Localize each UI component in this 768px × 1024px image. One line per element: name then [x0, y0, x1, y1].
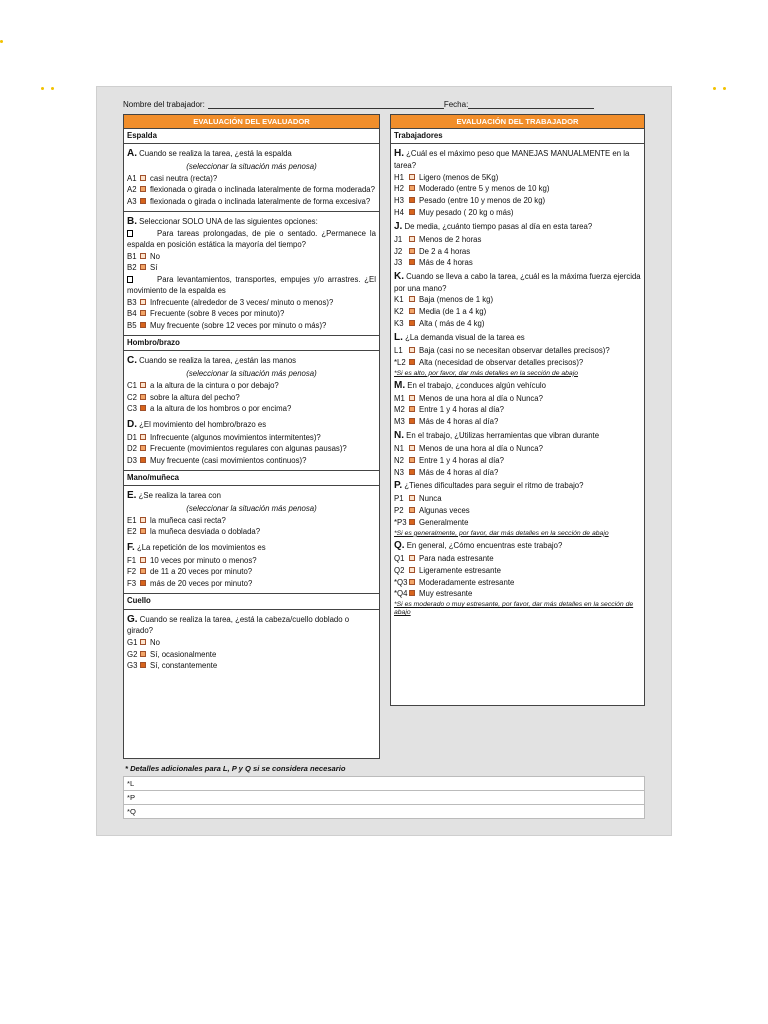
question-text: Cuando se realiza la tarea, ¿están las manos: [139, 356, 297, 366]
question-letter: K.: [394, 271, 404, 283]
checkbox[interactable]: [409, 519, 415, 525]
question-letter: H.: [394, 148, 404, 160]
checkbox[interactable]: [409, 457, 415, 463]
option-e2[interactable]: E2 la muñeca desviada o doblada?: [127, 527, 261, 537]
question-letter: N.: [394, 430, 404, 442]
note-p: *Si es generalmente, por favor, dar más detalles en la sección de abajo: [394, 529, 609, 537]
question-text: En general, ¿Cómo encuentras este trabajo?: [406, 541, 563, 551]
option-h4[interactable]: H4 Muy pesado ( 20 kg o más): [394, 208, 514, 218]
option-m1[interactable]: M1 Menos de una hora al día o Nunca?: [394, 393, 543, 403]
checkbox[interactable]: [409, 248, 415, 254]
section-cuello: Cuello: [124, 594, 379, 609]
option-j3[interactable]: J3 Más de 4 horas: [394, 258, 473, 268]
option-b4[interactable]: B4 Frecuente (sobre 8 veces por minuto)?: [127, 309, 285, 319]
option-m2[interactable]: M2 Entre 1 y 4 horas al día?: [394, 405, 504, 415]
question-letter: G.: [127, 613, 138, 625]
section-mano-muneca: Mano/muñeca: [124, 471, 379, 486]
checkbox[interactable]: [140, 405, 146, 411]
checkbox[interactable]: [409, 359, 415, 365]
checkbox[interactable]: [409, 406, 415, 412]
option-p1[interactable]: P1 Nunca: [394, 494, 442, 504]
question-b: [124, 212, 379, 336]
form-header: [123, 100, 643, 109]
checkbox[interactable]: [409, 197, 415, 203]
option-l2[interactable]: *L2 Alta (necesidad de observar detalles precisos)?: [394, 357, 584, 367]
option-j1[interactable]: J1 Menos de 2 horas: [394, 234, 482, 244]
question-letter: D.: [127, 418, 137, 430]
checkbox[interactable]: [140, 394, 146, 400]
question-text: ¿Se realiza la tarea con: [138, 491, 221, 501]
question-letter: C.: [127, 355, 137, 367]
details-row-p[interactable]: *P: [123, 791, 645, 805]
checkbox[interactable]: [140, 528, 146, 534]
worker-questions: [391, 144, 644, 620]
question-text: Cuando se realiza la tarea, ¿está la cabeza/cuello doblado o girado?: [127, 614, 350, 635]
question-letter: J.: [394, 220, 403, 232]
checkbox[interactable]: [409, 296, 415, 302]
checkbox[interactable]: [140, 186, 146, 192]
decorative-dot: [723, 87, 726, 90]
checkbox[interactable]: [140, 434, 146, 440]
question-letter: M.: [394, 379, 406, 391]
option-n3[interactable]: N3 Más de 4 horas al día?: [394, 467, 499, 477]
option-g1[interactable]: G1 No: [127, 637, 160, 647]
option-b3[interactable]: B3 Infrecuente (alrededor de 3 veces/ minuto o menos)?: [127, 297, 334, 307]
question-text: ¿El movimiento del hombro/brazo es: [139, 419, 267, 429]
checkbox[interactable]: [140, 639, 146, 645]
option-k1[interactable]: K1 Baja (menos de 1 kg): [394, 295, 494, 305]
question-letter: L.: [394, 332, 403, 344]
question-c-d: [124, 351, 379, 471]
option-n1[interactable]: N1 Menos de una hora al día o Nunca?: [394, 443, 543, 453]
decorative-dot: [51, 87, 54, 90]
checkbox[interactable]: [409, 308, 415, 314]
worker-title: EVALUACIÓN DEL TRABAJADOR: [391, 115, 644, 129]
question-subtext: Para levantamientos, transportes, empujes y/o arrastres. ¿El movimiento de la espalda es: [127, 275, 376, 295]
checkbox[interactable]: [140, 299, 146, 305]
option-n2[interactable]: N2 Entre 1 y 4 horas al día?: [394, 455, 504, 465]
option-d1[interactable]: D1 Infrecuente (algunos movimientos intermitentes)?: [127, 432, 321, 442]
option-b5[interactable]: B5 Muy frecuente (sobre 12 veces por minuto o más)?: [127, 321, 327, 331]
checkbox[interactable]: [140, 651, 146, 657]
question-g: [124, 610, 379, 676]
checkbox[interactable]: [409, 320, 415, 326]
checkbox[interactable]: [409, 209, 415, 215]
details-row-q[interactable]: *Q: [123, 805, 645, 819]
checkbox[interactable]: [140, 445, 146, 451]
checkbox[interactable]: [409, 555, 415, 561]
checkbox[interactable]: [140, 264, 146, 270]
option-p3[interactable]: *P3 Generalmente: [394, 518, 469, 527]
checkbox[interactable]: [140, 457, 146, 463]
question-text: ¿La demanda visual de la tarea es: [405, 333, 525, 343]
note-l: *Si es alto, por favor, dar más detalles en la sección de abajo: [394, 369, 579, 377]
option-a2[interactable]: A2 flexionada o girada o inclinada lateralmente de forma moderada?: [127, 185, 375, 195]
question-text: De media, ¿cuánto tiempo pasas al día en esta tarea?: [404, 221, 593, 231]
details-row-l[interactable]: *L: [123, 776, 645, 791]
question-text: ¿La repetición de los movimientos es: [136, 542, 266, 552]
checkbox[interactable]: [140, 322, 146, 328]
checkbox[interactable]: [409, 259, 415, 265]
option-f3[interactable]: F3 más de 20 veces por minuto?: [127, 579, 253, 589]
checkbox[interactable]: [140, 253, 146, 259]
checkbox[interactable]: [409, 507, 415, 513]
question-letter: B.: [127, 216, 137, 228]
question-letter: F.: [127, 541, 135, 553]
option-e1[interactable]: E1 la muñeca casi recta?: [127, 515, 226, 525]
section-trabajadores: Trabajadores: [391, 129, 644, 144]
note-q: *Si es moderado o muy estresante, por favor, dar más detalles en la sección de abajo: [394, 601, 634, 617]
option-q1[interactable]: Q1 Para nada estresante: [394, 553, 494, 563]
worker-name-label: Nombre del trabajador:: [123, 100, 205, 109]
checkbox[interactable]: [140, 580, 146, 586]
option-f2[interactable]: F2 de 11 a 20 veces por minuto?: [127, 567, 253, 577]
checkbox[interactable]: [140, 310, 146, 316]
evaluator-column: [123, 114, 380, 759]
details-title: * Detalles adicionales para L, P y Q si se considera necesario: [125, 764, 346, 773]
option-h2[interactable]: H2 Moderado (entre 5 y menos de 10 kg): [394, 184, 550, 194]
option-c3[interactable]: C3 a la altura de los hombros o por encima?: [127, 404, 292, 414]
option-b1[interactable]: B1 No: [127, 251, 160, 261]
question-letter: E.: [127, 490, 137, 502]
checkbox[interactable]: [140, 557, 146, 563]
option-k3[interactable]: K3 Alta ( más de 4 kg): [394, 319, 485, 329]
decorative-dot: [713, 87, 716, 90]
question-hint: (seleccionar la situación más penosa): [186, 368, 317, 378]
checkbox[interactable]: [409, 395, 415, 401]
date-field[interactable]: [468, 100, 594, 109]
question-hint: (seleccionar la situación más penosa): [186, 503, 317, 513]
option-j2[interactable]: J2 De 2 a 4 horas: [394, 246, 471, 256]
worker-name-field[interactable]: [208, 100, 444, 109]
checkbox[interactable]: [409, 495, 415, 501]
option-c1[interactable]: C1 a la altura de la cintura o por debajo?: [127, 380, 279, 390]
checkbox[interactable]: [140, 382, 146, 388]
checkbox[interactable]: [409, 418, 415, 424]
question-a: [124, 144, 379, 212]
decorative-dot: [0, 40, 3, 43]
question-letter: A.: [127, 148, 137, 160]
option-q2[interactable]: Q2 Ligeramente estresante: [394, 565, 501, 575]
option-h1[interactable]: H1 Ligero (menos de 5Kg): [394, 172, 499, 182]
section-hombro-brazo: Hombro/brazo: [124, 336, 379, 351]
question-text: Cuando se realiza la tarea, ¿está la espalda: [139, 149, 292, 159]
option-h3[interactable]: H3 Pesado (entre 10 y menos de 20 kg): [394, 196, 546, 206]
section-espalda: Espalda: [124, 129, 379, 144]
question-letter: Q.: [394, 540, 405, 552]
option-b2[interactable]: B2 Sí: [127, 263, 158, 273]
option-g3[interactable]: G3 Sí, constantemente: [127, 661, 218, 671]
option-p2[interactable]: P2 Algunas veces: [394, 506, 470, 516]
question-letter: P.: [394, 480, 403, 492]
checkbox[interactable]: [140, 662, 146, 668]
checkbox[interactable]: [409, 185, 415, 191]
checkbox[interactable]: [140, 517, 146, 523]
question-text: ¿Tienes dificultades para seguir el ritmo de trabajo?: [404, 481, 584, 491]
checkbox[interactable]: [409, 236, 415, 242]
checkbox[interactable]: [409, 469, 415, 475]
checkbox[interactable]: [409, 590, 415, 596]
checkbox[interactable]: [409, 174, 415, 180]
question-e-f: [124, 486, 379, 594]
decorative-dot: [41, 87, 44, 90]
evaluator-title: EVALUACIÓN DEL EVALUADOR: [124, 115, 379, 129]
option-d2[interactable]: D2 Frecuente (movimientos regulares con algunas pausas)?: [127, 444, 347, 454]
option-q3[interactable]: *Q3 Moderadamente estresante: [394, 577, 515, 587]
option-d3[interactable]: D3 Muy frecuente (casi movimientos continuos)?: [127, 456, 307, 466]
question-text: Cuando se lleva a cabo la tarea, ¿cuál es la máxima fuerza ejercida por una mano?: [394, 272, 641, 293]
worker-column: [390, 114, 645, 706]
question-text: Seleccionar SOLO UNA de las siguientes opciones:: [139, 217, 318, 227]
date-label: Fecha:: [443, 100, 469, 109]
question-text: ¿Cuál es el máximo peso que MANEJAS MANUALMENTE en la tarea?: [394, 149, 630, 170]
question-hint: (seleccionar la situación más penosa): [186, 161, 317, 171]
option-a3[interactable]: A3 flexionada o girada o inclinada lateralmente de forma excesiva?: [127, 197, 371, 207]
checkbox[interactable]: [140, 198, 146, 204]
question-subtext: Para tareas prolongadas, de pie o sentado. ¿Permanece la espalda en posición estática la mayoría del tiempo?: [127, 229, 376, 249]
checkbox[interactable]: [409, 579, 415, 585]
checkbox[interactable]: [409, 445, 415, 451]
select-one-square[interactable]: [127, 230, 133, 237]
checkbox[interactable]: [409, 347, 415, 353]
select-one-square[interactable]: [127, 276, 133, 283]
checkbox[interactable]: [140, 568, 146, 574]
option-f1[interactable]: F1 10 veces por minuto o menos?: [127, 555, 257, 565]
option-c2[interactable]: C2 sobre la altura del pecho?: [127, 392, 240, 402]
question-text: En el trabajo, ¿conduces algún vehículo: [407, 380, 546, 390]
option-k2[interactable]: K2 Media (de 1 a 4 kg): [394, 307, 487, 317]
option-a1[interactable]: A1 casi neutra (recta)?: [127, 173, 218, 183]
option-l1[interactable]: L1 Baja (casi no se necesitan observar detalles precisos)?: [394, 345, 610, 355]
option-g2[interactable]: G2 Sí, ocasionalmente: [127, 649, 217, 659]
checkbox[interactable]: [409, 567, 415, 573]
additional-details: [123, 764, 645, 819]
form-page: [96, 86, 672, 836]
question-text: En el trabajo, ¿Utilizas herramientas que vibran durante: [406, 431, 600, 441]
option-q4[interactable]: *Q4 Muy estresante: [394, 589, 473, 599]
checkbox[interactable]: [140, 175, 146, 181]
option-m3[interactable]: M3 Más de 4 horas al día?: [394, 417, 499, 427]
